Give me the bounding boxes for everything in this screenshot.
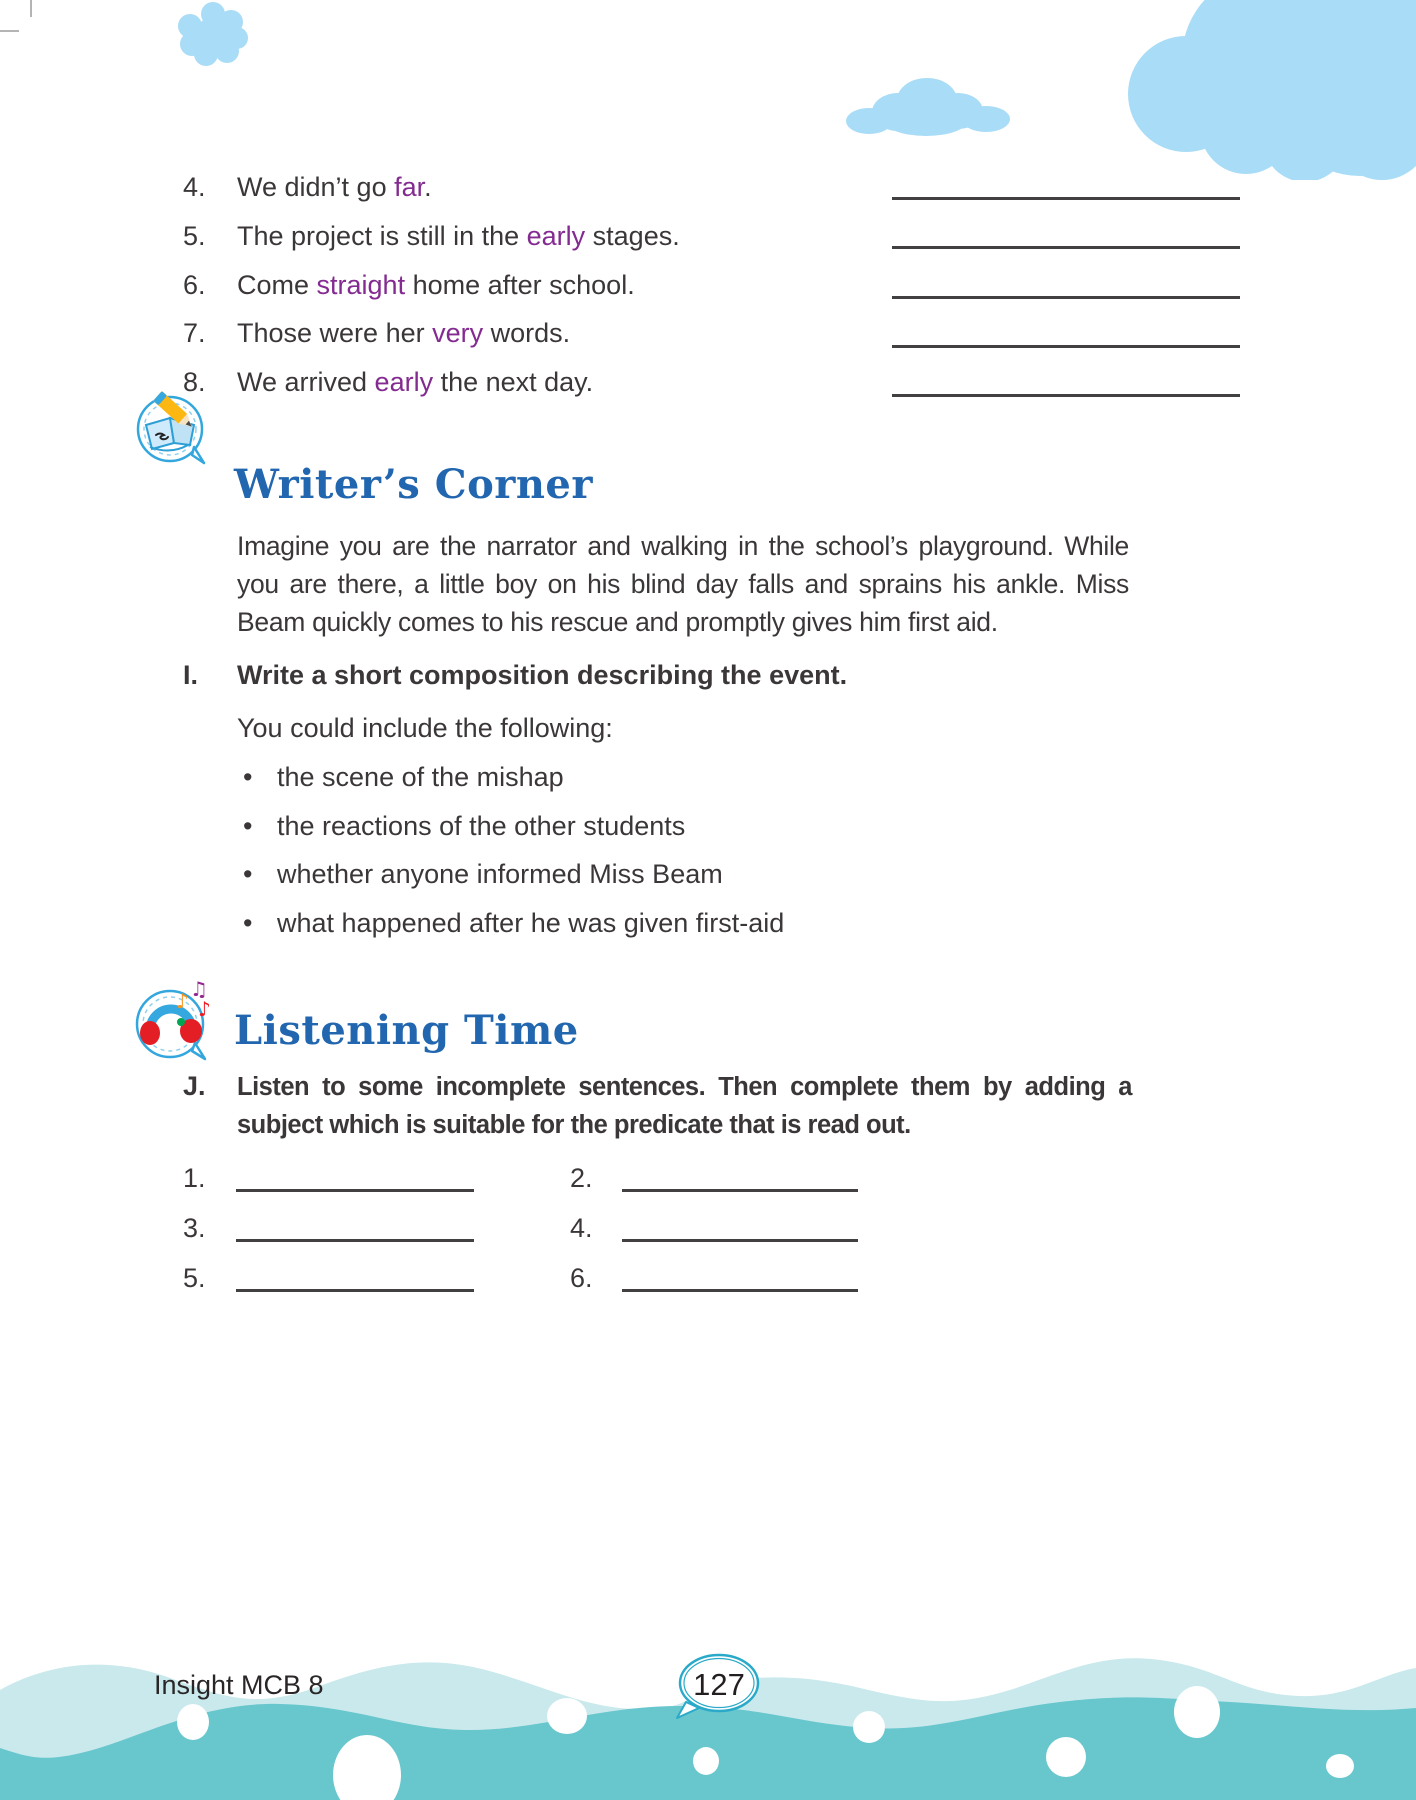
task-j-text: Listen to some incomplete sentences. Then complete them by adding a subject which is suitable for the predicate that is read out.: [237, 1073, 1132, 1139]
blank-line: [622, 1189, 858, 1192]
listening-time-title: Listening Time: [234, 1007, 579, 1054]
writers-corner-title: Writer’s Corner: [234, 461, 593, 508]
highlight-word: straight: [316, 270, 406, 300]
bullet-dot-icon: [243, 806, 277, 846]
highlight-word: very: [432, 318, 484, 348]
sentence-text: We arrived: [237, 367, 375, 397]
task-letter-i: I.: [183, 660, 199, 690]
task-i-text: Write a short composition describing the event.: [237, 660, 848, 690]
page-number: 127: [693, 1667, 745, 1702]
blank-line: [236, 1289, 474, 1292]
sentence-text: stages.: [585, 221, 680, 251]
book-title: Insight MCB 8: [154, 1670, 324, 1700]
bullet-item: [243, 903, 784, 943]
sentence-text: Come: [237, 270, 317, 300]
pencil-book-icon: [130, 385, 216, 469]
sentence-number: 5.: [183, 221, 206, 251]
bullet-text: the scene of the mishap: [277, 762, 564, 792]
sentence-row: [183, 216, 680, 256]
highlight-word: early: [374, 367, 434, 397]
blank-number: 3.: [183, 1213, 206, 1243]
blank-number: 6.: [570, 1263, 593, 1293]
bullet-text: what happened after he was given first-aid: [277, 908, 785, 938]
bullet-text: whether anyone informed Miss Beam: [277, 859, 723, 889]
blank-line: [622, 1289, 858, 1292]
sentence-number: 4.: [183, 172, 206, 202]
sentence-text: We didn’t go: [237, 172, 395, 202]
sentence-number: 8.: [183, 367, 206, 397]
bullet-item: [243, 757, 564, 797]
sentence-text: home after school.: [405, 270, 635, 300]
svg-text:♪: ♪: [198, 997, 211, 1021]
headphones-icon: [128, 972, 223, 1068]
include-note: You could include the following:: [237, 713, 613, 743]
sentence-text: Those were her: [237, 318, 433, 348]
blank-number: 5.: [183, 1263, 206, 1293]
clouds-decoration: [0, 0, 1416, 180]
answer-blank-line: [892, 296, 1240, 299]
blank-line: [236, 1189, 474, 1192]
svg-text:♪: ♪: [176, 989, 189, 1013]
blank-number: 2.: [570, 1163, 593, 1193]
task-letter-j: J.: [183, 1071, 206, 1101]
sentence-text: words.: [483, 318, 571, 348]
bullet-dot-icon: [243, 757, 277, 797]
blank-number: 1.: [183, 1163, 206, 1193]
sentence-text: The project is still in the: [237, 221, 527, 251]
answer-blank-line: [892, 394, 1240, 397]
sentence-number: 6.: [183, 270, 206, 300]
writers-corner-intro: Imagine you are the narrator and walking in the school’s playground. While you are there, a little boy on his blind day falls and sprains his ankle. Miss Beam quickly comes to his rescue and promptly gives him first aid.: [237, 531, 1129, 637]
sentence-text: .: [424, 172, 432, 202]
blank-number: 4.: [570, 1213, 593, 1243]
sentence-row: [183, 167, 432, 207]
answer-blank-line: [892, 197, 1240, 200]
answer-blank-line: [892, 345, 1240, 348]
sentence-row: [183, 362, 593, 402]
blank-line: [236, 1239, 474, 1242]
bullet-item: [243, 854, 723, 894]
bullet-dot-icon: [243, 903, 277, 943]
sentence-text: the next day.: [433, 367, 594, 397]
highlight-word: far: [394, 172, 425, 202]
bullet-item: [243, 806, 685, 846]
sentence-row: [183, 265, 635, 305]
sentence-row: [183, 313, 570, 353]
bullet-text: the reactions of the other students: [277, 811, 686, 841]
bullet-dot-icon: [243, 854, 277, 894]
blank-line: [622, 1239, 858, 1242]
svg-text:♫: ♫: [190, 977, 208, 1001]
highlight-word: early: [526, 221, 586, 251]
answer-blank-line: [892, 246, 1240, 249]
sentence-number: 7.: [183, 318, 206, 348]
